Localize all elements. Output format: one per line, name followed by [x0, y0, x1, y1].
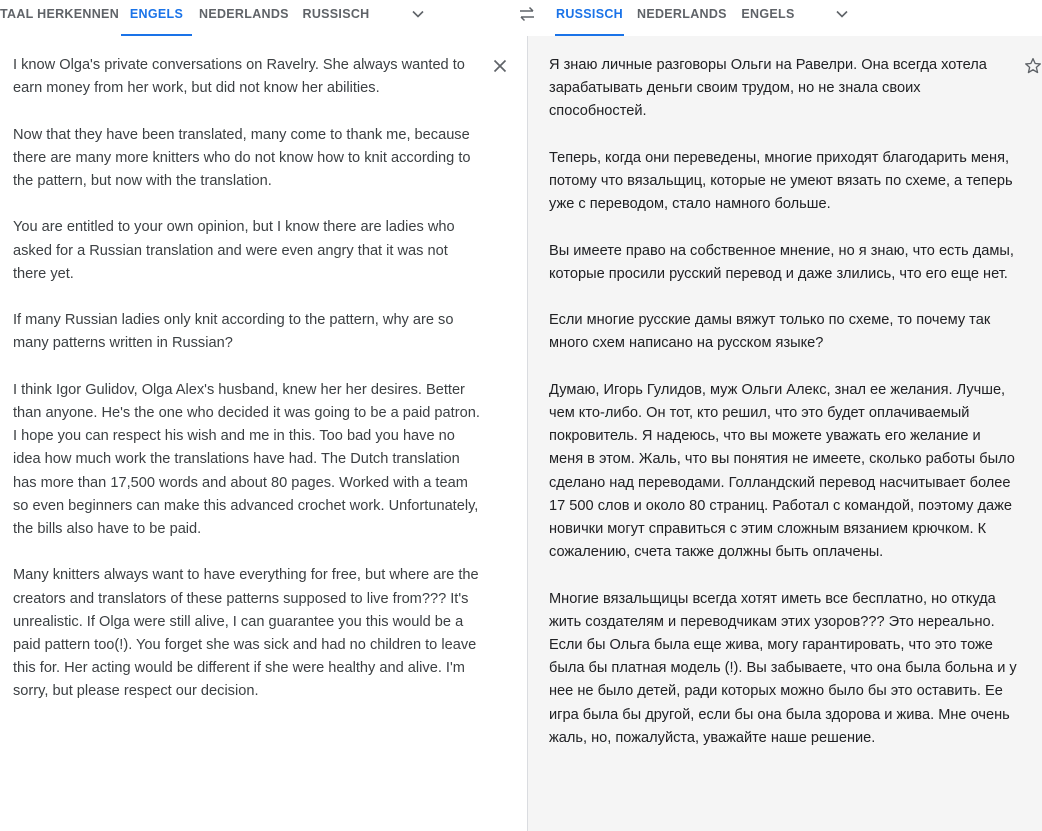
language-bar	[0, 0, 1042, 36]
tab-target-dutch[interactable]	[637, 0, 725, 36]
source-paragraph: I know Olga's private conversations on Ravelry. She always wanted to earn money from her work, but did not know her abilities.	[13, 57, 465, 97]
translation-paragraph: Я знаю личные разговоры Ольги на Равелри. Она всегда хотела зарабатывать деньги своим трудом, но не знала своих способностей.	[549, 57, 987, 120]
translation-paragraph: Думаю, Игорь Гулидов, муж Ольги Алекс, знал ее желания. Лучше, чем кто-либо. Он тот, кто решил, что это будет оплачиваемый покровитель. Я надеюсь, что вы можете уважать его желание и меня в этом. Жаль, что вы понятия не имеете, сколько работы было сделано над переводами. Голландский перевод насчитывает более 17 500 слов и около 80 страниц. Работал с командой, поэтому даже новички могут справиться с этим сложным вязанием крючком. К сожалению, счета также должны быть оплачены.	[549, 381, 1015, 561]
source-paragraph: Now that they have been translated, many come to thank me, because there are many more knitters who do not know how to knit according to the pattern, but now with the translation.	[13, 126, 471, 189]
tab-label: NEDERLANDS	[637, 7, 727, 21]
tab-source-dutch[interactable]	[199, 0, 287, 36]
swap-arrows-icon[interactable]	[516, 5, 538, 23]
chevron-down-icon[interactable]	[410, 6, 426, 22]
tab-source-russian[interactable]	[300, 0, 372, 36]
tab-label: ENGELS	[129, 7, 184, 21]
source-paragraph: I think Igor Gulidov, Olga Alex's husband, knew her her desires. Better than anyone. He's the one who decided it was going to be a paid patron. I hope you can respect his wish and me in this. Too bad you have no idea how much work the translations have had. The Dutch translation has more than 17,500 words and about 80 pages. Worked with a team so even beginners can make this advanced crochet work. Unfortunately, the bills also have to be paid.	[13, 381, 480, 537]
source-paragraph: Many knitters always want to have everything for free, but where are the creators and translators of these patterns supposed to live from??? It's unrealistic. If Olga were still alive, I can guarantee you this would be a paid pattern too(!). You forget she was sick and had no children to leave this for. Her acting would be different if she were healthy and alive. I'm sorry, but please respect our decision.	[13, 567, 479, 700]
translation-paragraph: Если многие русские дамы вяжут только по схеме, то почему так много схем написано на русском языке?	[549, 312, 991, 352]
source-paragraph: If many Russian ladies only knit according to the pattern, why are so many patterns written in Russian?	[13, 312, 454, 352]
close-icon[interactable]	[492, 58, 508, 74]
tab-detect-language[interactable]	[0, 0, 120, 36]
source-paragraph: You are entitled to your own opinion, but I know there are ladies who asked for a Russian translation and were even angry that it was not there yet.	[13, 219, 455, 282]
star-outline-icon[interactable]	[1023, 56, 1042, 76]
source-pane[interactable]	[0, 36, 527, 831]
translation-paragraph: Многие вязальщицы всегда хотят иметь все бесплатно, но откуда жить создателям и переводчикам этих узоров??? Это нереально. Если бы Ольга была еще жива, могу гарантировать, что это тоже была бы платная модель (!). Вы забываете, что она была больна и у нее не было детей, ради которых можно было бы это оставить. Ее игра была бы другой, если бы она была здорова и жива. Мне очень жаль, но, пожалуйста, уважайте наше решение.	[549, 590, 1017, 746]
tab-label: RUSSISCH	[302, 7, 370, 21]
translation-output	[549, 54, 1017, 773]
translation-pane	[527, 36, 1042, 831]
source-text-input[interactable]	[13, 54, 483, 727]
tab-label: ENGELS	[741, 7, 795, 21]
chevron-down-icon[interactable]	[834, 6, 850, 22]
translation-paragraph: Теперь, когда они переведены, многие приходят благодарить меня, потому что вязальщиц, которые не умеют вязать по схеме, а теперь уже с переводом, стало намного больше.	[549, 149, 1013, 213]
tab-source-english[interactable]	[121, 0, 192, 36]
tab-label: TAAL HERKENNEN	[0, 7, 120, 21]
translation-paragraph: Вы имеете право на собственное мнение, но я знаю, что есть дамы, которые просили русский перевод и даже злились, что его еще нет.	[549, 242, 1014, 282]
tab-label: RUSSISCH	[556, 7, 623, 21]
tab-label: NEDERLANDS	[199, 7, 289, 21]
tab-target-russian[interactable]	[555, 0, 624, 36]
tab-target-english[interactable]	[740, 0, 796, 36]
